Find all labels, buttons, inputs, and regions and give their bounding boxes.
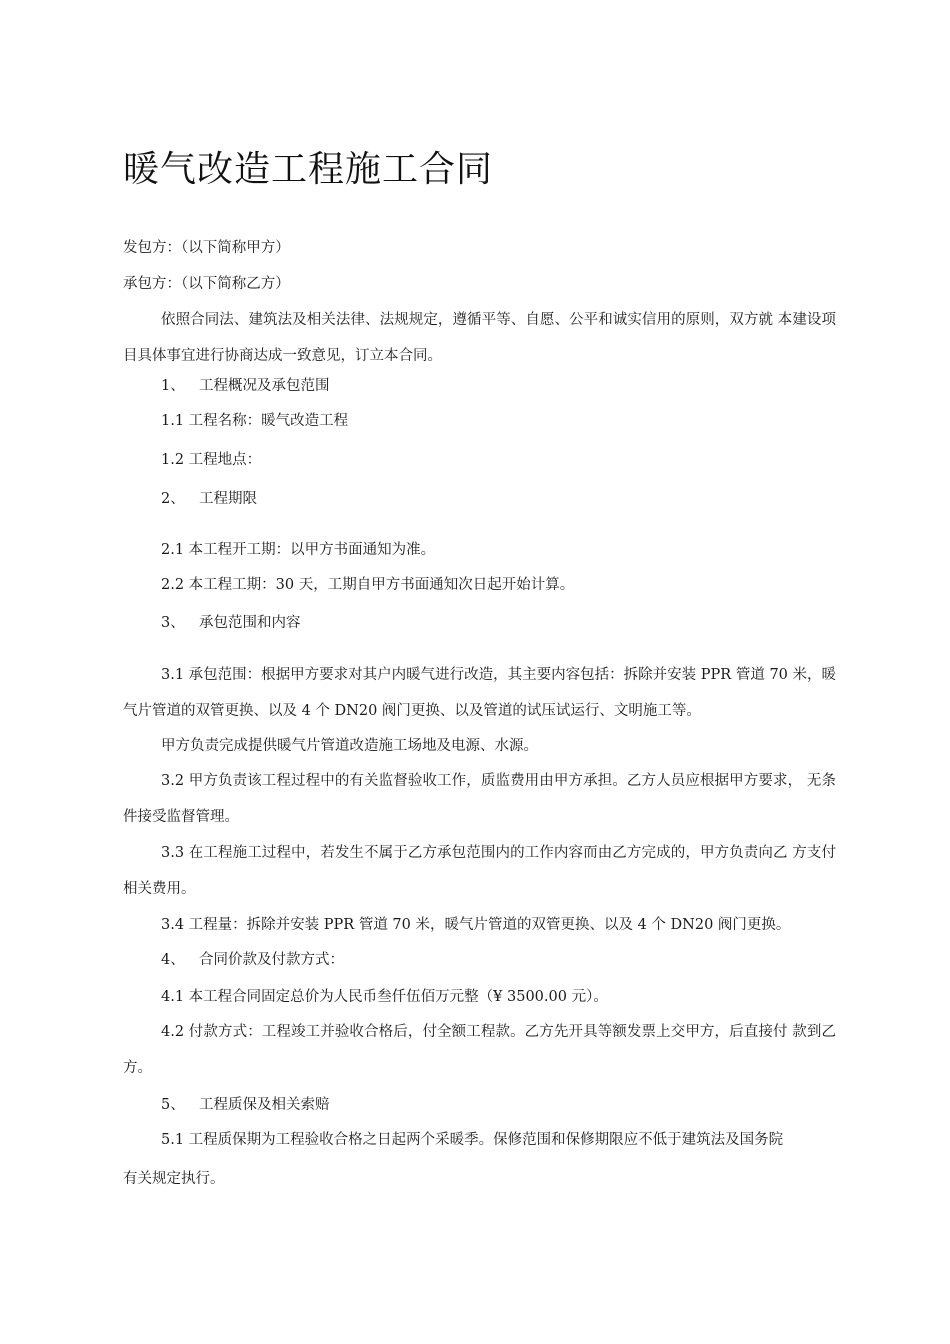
section-number: 2、 — [161, 491, 185, 507]
clause-4-2: 4.2 付款方式：工程竣工并验收合格后，付全额工程款。乙方先开具等额发票上交甲方，后直接付 款到乙方。 — [123, 1024, 836, 1076]
section-title: 工程质保及相关索赔 — [199, 1097, 330, 1113]
section-title: 工程期限 — [199, 491, 257, 507]
clause-3-1-note: 甲方负责完成提供暖气片管道改造施工场地及电源、水源。 — [161, 738, 538, 754]
section-number: 4、 — [161, 952, 185, 968]
clause-5-1: 5.1 工程质保期为工程验收合格之日起两个采暖季。保修范围和保修期限应不低于建筑法及国务院 — [161, 1132, 784, 1148]
section-title: 合同价款及付款方式： — [199, 952, 344, 968]
section-number: 3、 — [161, 615, 185, 631]
section-5-heading — [161, 1095, 330, 1115]
clause-3-1: 3.1 承包范围：根据甲方要求对其户内暖气进行改造，其主要内容包括：拆除并安装 PPR 管道 70 米，暖气片管道的双管更换、以及 4 个 DN20 阀门更换、以及管道的试压试运行、文明施工等。 — [123, 667, 836, 719]
section-2-heading — [161, 489, 257, 509]
section-title: 工程概况及承包范围 — [199, 378, 330, 394]
section-number: 1、 — [161, 378, 185, 394]
clause-4-1: 4.1 本工程合同固定总价为人民币叁仟伍佰万元整（¥ 3500.00 元）。 — [161, 989, 608, 1005]
section-number: 5、 — [161, 1097, 185, 1113]
section-4-heading — [161, 950, 344, 970]
party-a-line: 发包方：（以下简称甲方） — [123, 240, 290, 256]
document-title: 暖气改造工程施工合同 — [123, 149, 494, 190]
clause-5-1-continued: 有关规定执行。 — [123, 1171, 225, 1187]
clause-1-1: 1.1 工程名称：暖气改造工程 — [161, 413, 349, 429]
section-1-heading — [161, 376, 330, 396]
clause-2-2: 2.2 本工程工期：30 天，工期自甲方书面通知次日起开始计算。 — [161, 577, 575, 593]
clause-3-3: 3.3 在工程施工过程中，若发生不属于乙方承包范围内的工作内容而由乙方完成的，甲方负责向乙 方支付相关费用。 — [123, 845, 836, 897]
intro-paragraph: 依照合同法、建筑法及相关法律、法规规定，遵循平等、自愿、公平和诚实信用的原则，双方就 本建设项目具体事宜进行协商达成一致意见，订立本合同。 — [123, 312, 836, 364]
clause-2-1: 2.1 本工程开工期：以甲方书面通知为准。 — [161, 542, 436, 558]
clause-3-2: 3.2 甲方负责该工程过程中的有关监督验收工作，质监费用由甲方承担。乙方人员应根据甲方要求， 无条件接受监督管理。 — [123, 773, 836, 825]
section-3-heading — [161, 613, 301, 633]
clause-3-4: 3.4 工程量：拆除并安装 PPR 管道 70 米，暖气片管道的双管更换、以及 4 个 DN20 阀门更换。 — [161, 917, 791, 933]
section-title: 承包范围和内容 — [199, 615, 301, 631]
clause-1-2: 1.2 工程地点： — [161, 452, 262, 468]
party-b-line: 承包方：（以下简称乙方） — [123, 276, 290, 292]
